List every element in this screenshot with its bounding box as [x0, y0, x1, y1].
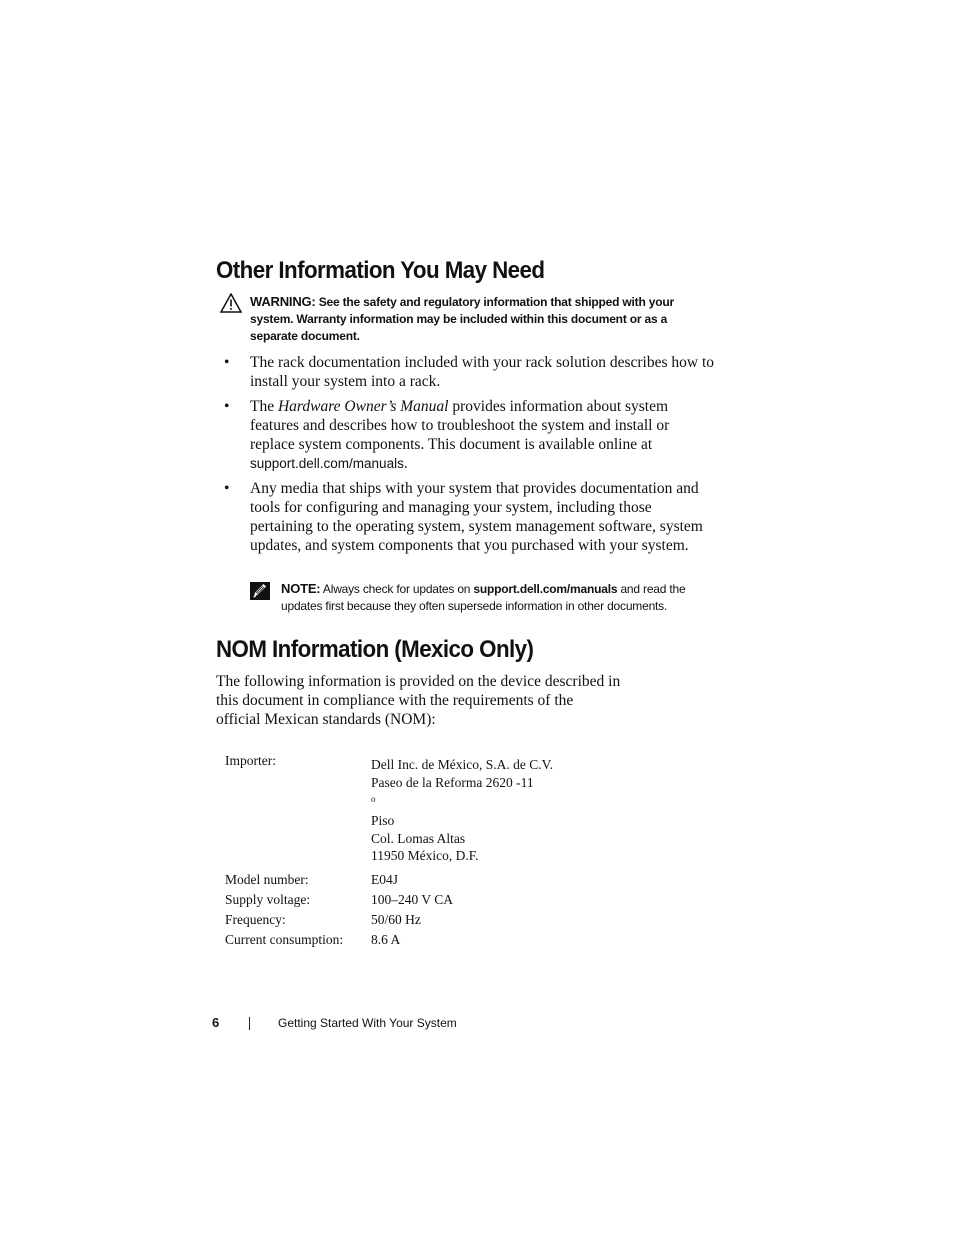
warning-callout: [216, 293, 706, 345]
page-number: 6: [212, 1015, 220, 1030]
address-line: Col. Lomas Altas: [371, 830, 466, 846]
list-item: [216, 353, 716, 391]
table-row: [225, 891, 553, 911]
intro-line: The following information is provided on the device described in: [216, 673, 621, 690]
address-street: Paseo de la Reforma 2620 -11: [371, 774, 534, 790]
floor-suffix: Piso: [371, 813, 395, 828]
address-line: Dell Inc. de México, S.A. de C.V.: [371, 757, 553, 772]
note-text-pre: Always check for updates on: [320, 582, 474, 596]
note-support-link[interactable]: support.dell.com/manuals: [473, 582, 618, 596]
row-label: Model number:: [225, 871, 309, 887]
note-callout: [248, 580, 718, 615]
address-line: [371, 774, 553, 830]
row-label: Current consumption:: [225, 931, 344, 947]
info-bullet-list: [216, 353, 716, 561]
note-text-post: and read the updates first because they often supersede information in other documents.: [281, 582, 686, 613]
heading-other-information: Other Information You May Need: [216, 257, 545, 284]
bullet-text: Any media that ships with your system that provides documentation and tools for configuring and managing your system, including those pertaining to the operating system, system management software, system updates, and system components that you purchased with your system.: [250, 480, 703, 554]
bullet-text-mid: provides information about system features and describes how to troubleshoot the system and install or replace system components. This document is available online at: [250, 398, 670, 453]
table-row: [225, 931, 553, 951]
warning-triangle-icon: [220, 293, 242, 313]
bullet-dot: •: [224, 354, 230, 371]
nom-info-table: [225, 752, 553, 951]
bullet-dot: •: [224, 398, 230, 415]
support-link[interactable]: support.dell.com/manuals: [250, 456, 404, 471]
bullet-text: The rack documentation included with your rack solution describes how to install your system into a rack.: [250, 354, 715, 390]
heading-nom-information: NOM Information (Mexico Only): [216, 636, 534, 663]
warning-body: See the safety and regulatory information that shipped with your system. Warranty information may be included within this document or as a separate document.: [250, 295, 674, 343]
list-item: [216, 397, 716, 473]
intro-line: official Mexican standards (NOM):: [216, 711, 436, 728]
row-value: 50/60 Hz: [371, 911, 421, 927]
table-row: [225, 752, 553, 871]
address-line: 11950 México, D.F.: [371, 848, 479, 863]
warning-text: [250, 293, 706, 345]
note-pencil-icon: [250, 582, 270, 600]
list-item: [216, 479, 716, 555]
footer-title: Getting Started With Your System: [278, 1016, 457, 1030]
bullet-text-pre: The: [250, 398, 278, 415]
warning-label: WARNING:: [250, 294, 316, 309]
footer-separator: [249, 1017, 250, 1030]
nom-intro-paragraph: [216, 672, 646, 729]
row-value: 8.6 A: [371, 931, 401, 947]
bullet-dot: •: [224, 480, 230, 497]
importer-address: [371, 752, 553, 871]
table-row: [225, 871, 553, 891]
manual-title: Hardware Owner’s Manual: [277, 398, 449, 415]
table-row: [225, 911, 553, 931]
row-label: Frequency:: [225, 911, 286, 927]
intro-line: this document in compliance with the requirements of the: [216, 692, 574, 709]
note-text: [281, 580, 718, 615]
floor-superscript: o: [371, 794, 376, 804]
row-value: 100–240 V CA: [371, 891, 454, 907]
row-label: Supply voltage:: [225, 891, 311, 907]
importer-label: Importer:: [225, 753, 276, 768]
bullet-text-post: .: [403, 455, 408, 472]
note-label: NOTE:: [281, 581, 321, 596]
row-value: E04J: [371, 871, 398, 887]
